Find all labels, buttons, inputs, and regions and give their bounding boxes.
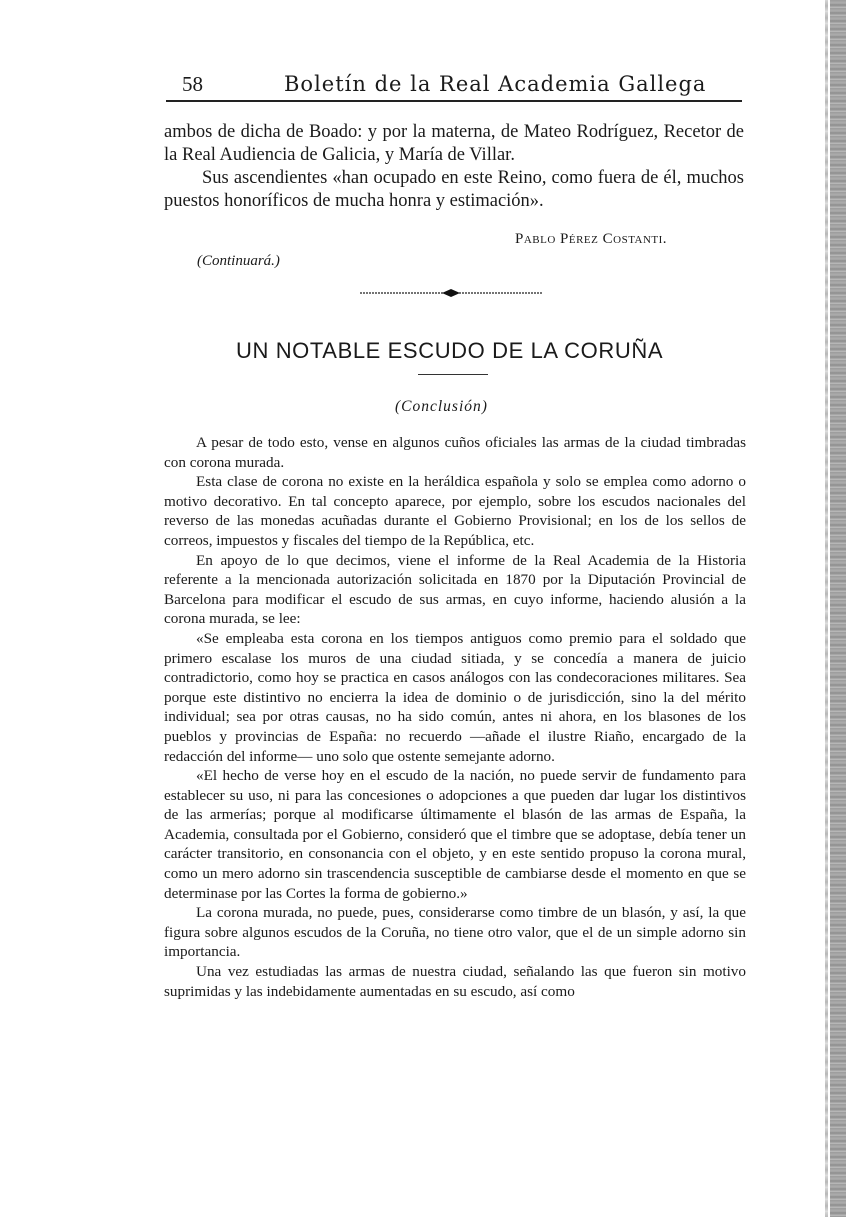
paragraph: ambos de dicha de Boado: y por la materna, de Mateo Rodríguez, Recetor de la Real Audiencia de Galicia, y María de Villar. [164,122,744,165]
article-subtitle: (Conclusión) [395,398,488,415]
continuation-note: (Continuará.) [197,253,280,269]
page-number: 58 [182,72,203,96]
section-divider-ornament [360,286,542,300]
title-rule [418,374,488,375]
paragraph: A pesar de todo esto, vense en algunos cuños oficiales las armas de la ciudad timbradas con corona murada. [164,434,746,471]
paragraph: La corona murada, no puede, pues, considerarse como timbre de un blasón, y así, la que figura sobre algunos escudos de la Coruña, no tiene otro valor, que el de un simple adorno sin importancia. [164,904,746,961]
article-title: UN NOTABLE ESCUDO DE LA CORUÑA [236,338,664,363]
scanned-page-edge-shadow [825,0,828,1217]
author-signature: Pablo Pérez Costanti. [515,231,668,247]
paragraph: «Se empleaba esta corona en los tiempos antiguos como premio para el soldado que primero escalase los muros de una ciudad sitiada, y se concedía a manera de juicio contradictorio, como hoy se practica en casos análogos con las condecoraciones militares. Sea porque este distintivo no encierra la idea de dominio o de jurisdicción, sino la del mérito individual; sea por otras causas, no ha sido común, antes ni ahora, en los blasones de los pueblos y provincias de España: no recuerdo —añade el ilustre Riaño, encargado de la redacción del informe— uno solo que ostente semejante adorno. [164,629,746,765]
running-header [166,70,742,102]
paragraph: «El hecho de verse hoy en el escudo de la nación, no puede servir de fundamento para establecer su uso, ni para las concesiones o adopciones a que pueden dar lugar los distintivos de las armerías; porque al modificarse últimamente el blasón de las armas de España, la Academia, consultada por el Gobierno, consideró que el timbre que se adoptase, debía tener un carácter transitorio, en consonancia con el objeto, y en este sentido propuso la corona mural, como un mero adorno sin trascendencia susceptible de cambiarse desde el momento en que se determinase por las Cortes la forma de gobierno.» [164,767,746,902]
previous-article-text [164,121,744,213]
paragraph: Sus ascendientes «han ocupado en este Reino, como fuera de él, muchos puestos honoríficos de mucha honra y estimación». [164,168,744,211]
scanned-page-edge [830,0,846,1217]
paragraph: En apoyo de lo que decimos, viene el informe de la Real Academia de la Historia referente a la mencionada autorización solicitada en 1870 por la Diputación Provincial de Barcelona para modificar el escudo de sus armas, en cuyo informe, haciendo alusión a la corona murada, se lee: [164,551,746,628]
paragraph: Esta clase de corona no existe en la heráldica española y solo se emplea como adorno o motivo decorativo. En tal concepto aparece, por ejemplo, sobre los escudos nacionales del reverso de las monedas acuñadas durante el Gobierno Provisional; en los de los sellos de correos, impuestos y fiscales del tiempo de la República, etc. [164,473,746,549]
article-body [164,433,746,1001]
paragraph: Una vez estudiadas las armas de nuestra ciudad, señalando las que fueron sin motivo suprimidas y las indebidamente aumentadas en su escudo, así como [164,963,746,1000]
journal-title: Boletín de la Real Academia Gallega [284,72,707,96]
